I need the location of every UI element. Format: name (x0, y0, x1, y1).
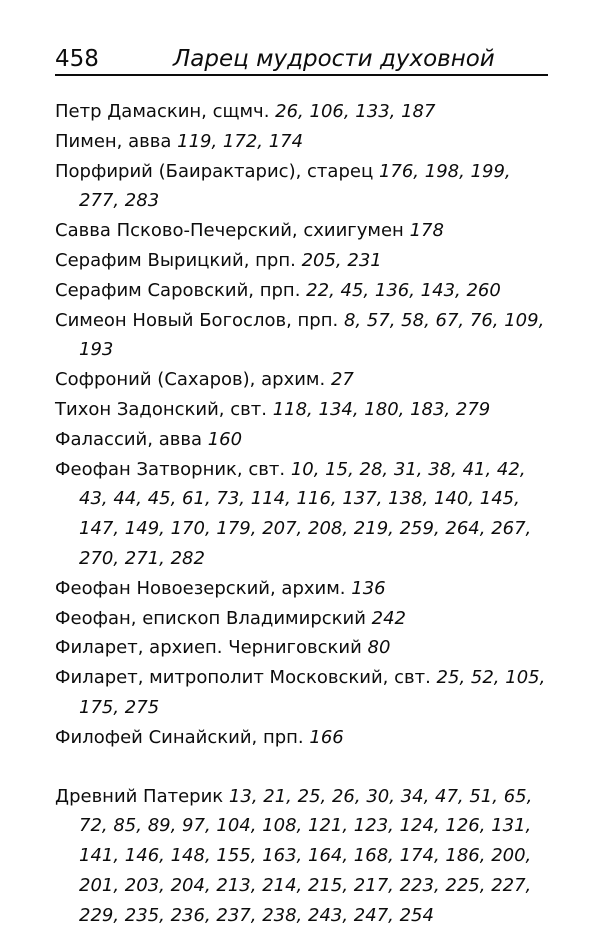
entry-name: Феофан, епископ Владимирский (55, 607, 366, 629)
entry-name: Филарет, митрополит Московский, свт. (55, 667, 431, 689)
index-entry (55, 127, 555, 157)
entry-name: Феофан Затворник, свт. (55, 458, 286, 480)
entry-pages: 8, 57, 58, 67, 76, 109, 193 (79, 309, 545, 361)
entry-pages: 136 (351, 577, 386, 599)
entry-pages: 26, 106, 133, 187 (275, 101, 436, 122)
index-entry (55, 425, 555, 455)
entry-pages: 242 (371, 607, 407, 629)
page-number: 458 (55, 46, 99, 72)
entry-name: Петр Дамаскин, сщмч. (55, 101, 270, 122)
patericon-entry (55, 782, 555, 931)
entry-name: Порфирий (Баирактарис), старец (55, 160, 374, 182)
entry-name: Савва Псково-Печерский, схиигумен (55, 220, 404, 242)
entry-pages: 25, 52, 105, 175, 275 (79, 667, 546, 718)
entry-name: Фалассий, авва (55, 428, 202, 450)
entry-pages: 176, 198, 199, 277, 283 (79, 160, 511, 212)
page-header (55, 44, 548, 76)
index-entry (55, 276, 555, 306)
entry-name: Пимен, авва (55, 130, 172, 152)
index-entry (55, 306, 555, 366)
running-title: Ларец мудрости духовной (173, 46, 495, 72)
index-entry (55, 663, 555, 723)
entry-pages: 80 (367, 637, 391, 659)
index-entry (55, 723, 555, 753)
section-gap (55, 753, 555, 782)
index-entry (55, 395, 555, 425)
entry-name: Древний Патерик (55, 785, 224, 807)
entry-pages: 10, 15, 28, 31, 38, 41, 42, 43, 44, 45, 61, 73, 114, 116, 137, 138, 140, 145, 147, 149, 170, 179, 207, 208, 219, 259, 264, 267, 270, 271, 282 (79, 458, 532, 569)
index-entry (55, 216, 555, 246)
entry-name: Феофан Новоезерский, архим. (55, 577, 346, 599)
entry-pages: 166 (309, 726, 344, 748)
entry-name: Филарет, архиеп. Черниговский (55, 637, 362, 659)
index-entry (55, 604, 555, 634)
entry-pages: 27 (330, 369, 354, 391)
entry-name: Тихон Задонский, свт. (55, 398, 267, 420)
entry-pages: 119, 172, 174 (177, 130, 304, 152)
header-rule (55, 74, 548, 76)
entry-pages: 205, 231 (301, 249, 382, 271)
entry-name: Симеон Новый Богослов, прп. (55, 309, 339, 331)
index-entry (55, 365, 555, 395)
name-index (55, 97, 555, 931)
entry-pages: 13, 21, 25, 26, 30, 34, 47, 51, 65, 72, 85, 89, 97, 104, 108, 121, 123, 124, 126, 131, 141, 146, 148, 155, 163, 164, 168, 174, 186, 200, 201, 203, 204, 213, 214, 215, 217, 223, 225, 227, 229, 235, 236, 237, 238, 243, 247, 254 (79, 785, 533, 926)
index-entry (55, 455, 555, 574)
entry-pages: 160 (207, 428, 243, 450)
entry-name: Софроний (Сахаров), архим. (55, 369, 326, 391)
entry-name: Серафим Саровский, прп. (55, 279, 301, 301)
entry-name: Филофей Синайский, прп. (55, 726, 304, 748)
index-entry (55, 574, 555, 604)
entry-pages: 178 (409, 220, 444, 242)
entry-name: Серафим Вырицкий, прп. (55, 249, 296, 271)
index-entry (55, 157, 555, 217)
entry-pages: 22, 45, 136, 143, 260 (306, 279, 501, 301)
index-entry (55, 633, 555, 663)
index-entry (55, 97, 555, 127)
index-entry (55, 246, 555, 276)
entry-pages: 118, 134, 180, 183, 279 (272, 398, 491, 420)
